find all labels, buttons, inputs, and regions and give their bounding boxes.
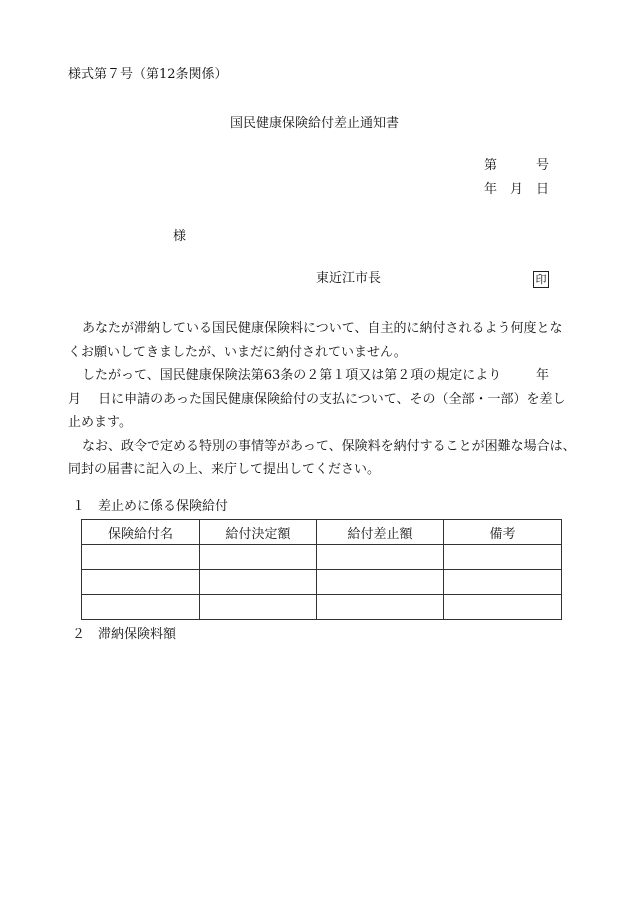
body-year-label: 年 bbox=[536, 368, 550, 383]
table-cell bbox=[82, 545, 200, 570]
body-line bbox=[68, 364, 568, 388]
table-cell bbox=[317, 545, 444, 570]
section-1-heading: １ 差止めに係る保険給付 bbox=[72, 499, 229, 514]
body-line: なお、政令で定める特別の事情等があって、保険料を納付することが困難な場合は、 bbox=[82, 438, 576, 454]
body-line: あなたが滞納している国民健康保険料について、自主的に納付されるよう何度とな bbox=[82, 321, 563, 336]
doc-no-suffix: 号 bbox=[536, 158, 550, 173]
body-line: 止めます。 bbox=[68, 415, 132, 430]
body-line: くお願いしてきましたが、いまだに納付されていません。 bbox=[68, 344, 407, 360]
form-number: 様式第７号（第12条関係） bbox=[68, 67, 228, 82]
seal-mark: 印 bbox=[533, 271, 549, 288]
table-cell bbox=[200, 570, 317, 595]
table-cell bbox=[444, 545, 562, 570]
body-text: したがって、国民健康保険法第63条の２第１項又は第２項の規定により bbox=[82, 368, 502, 383]
table-row bbox=[82, 595, 562, 620]
table-cell bbox=[444, 595, 562, 620]
column-header: 給付決定額 bbox=[200, 520, 317, 545]
table-row bbox=[82, 545, 562, 570]
date-year: 年 bbox=[484, 182, 498, 197]
column-header: 備考 bbox=[444, 520, 562, 545]
table-cell bbox=[444, 570, 562, 595]
table-cell bbox=[200, 545, 317, 570]
table-cell bbox=[82, 595, 200, 620]
recipient-suffix: 様 bbox=[173, 229, 187, 244]
column-header: 保険給付名 bbox=[82, 520, 200, 545]
table-header-row bbox=[82, 520, 562, 545]
notice-body bbox=[68, 317, 576, 482]
doc-no-prefix: 第 bbox=[484, 158, 498, 173]
date-month: 月 bbox=[510, 182, 524, 197]
body-line: 月 日に申請のあった国民健康保険給付の支払について、その（全部・一部）を差し bbox=[68, 391, 566, 407]
table-cell bbox=[317, 595, 444, 620]
table-cell bbox=[200, 595, 317, 620]
column-header: 給付差止額 bbox=[317, 520, 444, 545]
table-cell bbox=[82, 570, 200, 595]
table-cell bbox=[317, 570, 444, 595]
issuer-name: 東近江市長 bbox=[316, 271, 382, 286]
date-day: 日 bbox=[536, 182, 550, 197]
table-row bbox=[82, 570, 562, 595]
body-line: 同封の届書に記入の上、来庁して提出してください。 bbox=[68, 462, 381, 477]
section-2-heading: ２ 滞納保険料額 bbox=[72, 627, 177, 642]
benefit-table bbox=[81, 519, 562, 620]
document-title: 国民健康保険給付差止通知書 bbox=[230, 116, 400, 131]
